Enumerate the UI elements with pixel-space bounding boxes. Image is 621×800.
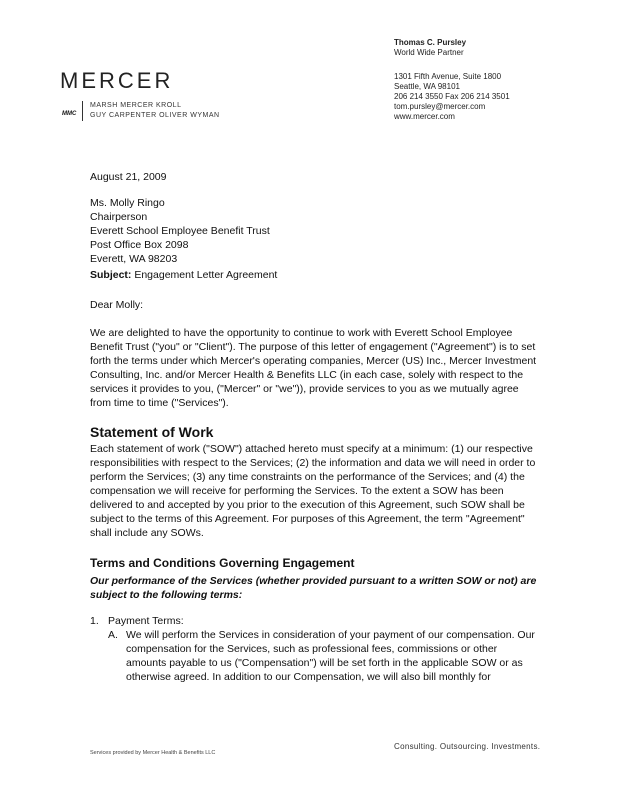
sender-address-line1: 1301 Fifth Avenue, Suite 1800 bbox=[394, 72, 502, 81]
recipient-line: Everett School Employee Benefit Trust bbox=[90, 225, 270, 237]
sub-item-text: We will perform the Services in consideration of your payment of our compensation. Our compensation for the Services, such as professional fees, commissions or other amounts payable to us ("Compensation") will be set forth in the applicable SOW or as otherwise agreed. In addition to our Compensation, we will also bill monthly for bbox=[126, 629, 535, 683]
intro-paragraph: We are delighted to have the opportunity to continue to work with Everett School Employee Benefit Trust ("you" or "Client"). The purpose of this letter of engagement ("Agreement") is to set forth the terms under which Mercer's operating companies, Mercer (US) Inc., Mercer Investment Consulting, Inc. and/or Mercer Health & Benefits LLC (in each case, solely with respect to the services it provides to you, ("Mercer" or "we")), provide services to you as we mutually agree from time to time ("Services"). bbox=[90, 327, 537, 409]
subject-label: Subject: bbox=[90, 269, 132, 281]
heading-statement-of-work: Statement of Work bbox=[90, 424, 214, 440]
recipient-line: Post Office Box 2098 bbox=[90, 239, 189, 251]
sender-website: www.mercer.com bbox=[394, 112, 455, 121]
subject-line bbox=[90, 268, 277, 282]
recipient-line: Chairperson bbox=[90, 211, 148, 223]
letter-date: August 21, 2009 bbox=[90, 171, 167, 183]
list-item-number: 1. bbox=[90, 615, 99, 627]
company-family-line2: GUY CARPENTER OLIVER WYMAN bbox=[90, 112, 220, 119]
sender-block bbox=[394, 38, 510, 122]
sub-item-letter: A. bbox=[108, 629, 118, 641]
sender-title: World Wide Partner bbox=[394, 48, 464, 57]
footer-tagline: Consulting. Outsourcing. Investments. bbox=[394, 742, 541, 751]
mmc-logo: MMC bbox=[62, 111, 77, 117]
mercer-logo: MERCER bbox=[60, 68, 174, 93]
sender-name: Thomas C. Pursley bbox=[394, 38, 467, 47]
company-family bbox=[90, 101, 220, 121]
heading-terms-and-conditions: Terms and Conditions Governing Engagement bbox=[90, 556, 355, 570]
sender-email: tom.pursley@mercer.com bbox=[394, 102, 486, 111]
terms-intro: Our performance of the Services (whether provided pursuant to a written SOW or not) are subject to the following terms: bbox=[90, 575, 537, 601]
recipient-address bbox=[90, 196, 270, 266]
footer-disclaimer: Services provided by Mercer Health & Benefits LLC bbox=[90, 750, 216, 756]
list-item-title: Payment Terms: bbox=[108, 615, 184, 627]
recipient-line: Ms. Molly Ringo bbox=[90, 197, 165, 209]
salutation: Dear Molly: bbox=[90, 299, 144, 311]
sender-phone-fax: 206 214 3550 Fax 206 214 3501 bbox=[394, 92, 510, 101]
recipient-line: Everett, WA 98203 bbox=[90, 253, 178, 265]
sow-paragraph: Each statement of work ("SOW") attached hereto must specify at a minimum: (1) our respective responsibilities with respect to the Services; (2) the information and data we will need in order to perform the Services; (3) any time constraints on the performance of the Services; and (4) the compensation we will receive for performing the Services. To the extent a SOW has been delivered to and accepted by you prior to the execution of this Agreement, such SOW shall be subject to the terms of this Agreement. For purposes of this Agreement, the term "Agreement" shall include any SOWs. bbox=[90, 443, 536, 539]
subject-text: Engagement Letter Agreement bbox=[131, 269, 278, 281]
company-family-line1: MARSH MERCER KROLL bbox=[90, 102, 182, 109]
sender-address-line2: Seattle, WA 98101 bbox=[394, 82, 460, 91]
